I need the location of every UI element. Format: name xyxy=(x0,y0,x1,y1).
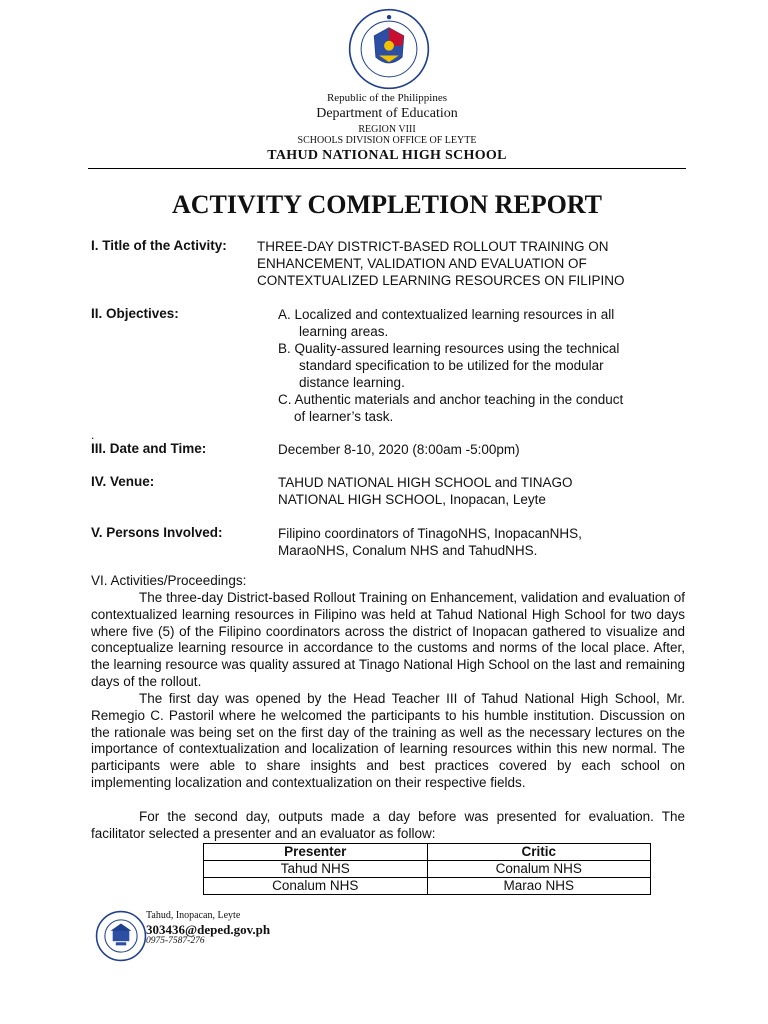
footer-phone: 0975-7587-276 xyxy=(146,936,205,946)
activity-title-line: ENHANCEMENT, VALIDATION AND EVALUATION OF xyxy=(257,256,587,271)
activities-paragraph-3: For the second day, outputs made a day before was presented for evaluation. The facilitator selected a presenter and an evaluator as follow: xyxy=(91,809,685,841)
header-divider xyxy=(88,168,686,169)
activities-heading: VI. Activities/Proceedings: xyxy=(91,573,247,588)
activity-title-line: THREE-DAY DISTRICT-BASED ROLLOUT TRAINING ON xyxy=(257,239,609,254)
department-line: Department of Education xyxy=(316,106,458,121)
presenter-header: Presenter xyxy=(204,844,428,861)
page-title: ACTIVITY COMPLETION REPORT xyxy=(171,190,603,219)
table-cell: Conalum NHS xyxy=(204,878,428,895)
venue-label: IV. Venue: xyxy=(91,474,155,489)
footer-email: 303436@deped.gov.ph xyxy=(146,922,271,937)
stray-dot: . xyxy=(91,428,95,442)
table-cell: Conalum NHS xyxy=(427,861,651,878)
division-line: SCHOOLS DIVISION OFFICE OF LEYTE xyxy=(297,135,477,146)
date-label: III. Date and Time: xyxy=(91,441,207,456)
objective-c: C. Authentic materials and anchor teaching in the conduct of learner’s task. xyxy=(278,392,624,424)
table-cell: Tahud NHS xyxy=(204,861,428,878)
table-cell: Marao NHS xyxy=(427,878,651,895)
activities-paragraph-2: The first day was opened by the Head Teacher III of Tahud National High School, Mr. Remegio C. Pastoril where he welcomed the participants to his humble institution. Discussion on the rationale was being set on the first day of the training as well as the necessary lectures on the importance of contextualization and localization of learning resources within this new normal. The participants were able to share insights and best practices covered by each school on implementing localization and contextualization on their respective fields. xyxy=(91,691,685,790)
footer-address: Tahud, Inopacan, Leyte xyxy=(146,910,241,921)
persons-value: Filipino coordinators of TinagoNHS, InopacanNHS, MaraoNHS, Conalum NHS and TahudNHS. xyxy=(278,526,582,558)
deped-seal-logo xyxy=(348,8,430,90)
republic-line: Republic of the Philippines xyxy=(326,92,448,104)
venue-value: TAHUD NATIONAL HIGH SCHOOL and TINAGO NATIONAL HIGH SCHOOL, Inopacan, Leyte xyxy=(278,475,573,507)
table-row xyxy=(204,878,651,895)
region-line: REGION VIII xyxy=(358,124,416,135)
school-name: TAHUD NATIONAL HIGH SCHOOL xyxy=(267,148,507,163)
objectives-label: II. Objectives: xyxy=(91,306,179,321)
activities-paragraph-1: The three-day District-based Rollout Training on Enhancement, validation and evaluation of contextualized learning resources in Filipino was held at Tahud National High School for two days where five (5) of the Filipino coordinators across the district of Inopacan gathered to visualize and conceptualize learning resource in accordance to the customs and norms of the local place. After, the learning resource was quality assured at Tinago National High School on the last and remaining days of the rollout. xyxy=(91,590,685,689)
school-logo xyxy=(95,910,147,962)
activity-title-value xyxy=(257,238,625,289)
presenter-critic-table xyxy=(203,843,651,895)
critic-header: Critic xyxy=(427,844,651,861)
date-value: December 8-10, 2020 (8:00am -5:00pm) xyxy=(278,442,520,457)
activity-title-line: CONTEXTUALIZED LEARNING RESOURCES ON FILIPINO xyxy=(257,273,625,288)
table-header-row xyxy=(204,844,651,861)
persons-label: V. Persons Involved: xyxy=(91,525,223,540)
objectives-list xyxy=(278,306,688,425)
activity-title-label: I. Title of the Activity: xyxy=(91,238,227,253)
objective-b: B. Quality-assured learning resources using the technical standard specification to be utilized for the modular distance learning. xyxy=(278,341,620,390)
objective-a: A. Localized and contextualized learning resources in all learning areas. xyxy=(278,307,615,339)
svg-text:●: ● xyxy=(386,14,392,21)
table-row xyxy=(204,861,651,878)
